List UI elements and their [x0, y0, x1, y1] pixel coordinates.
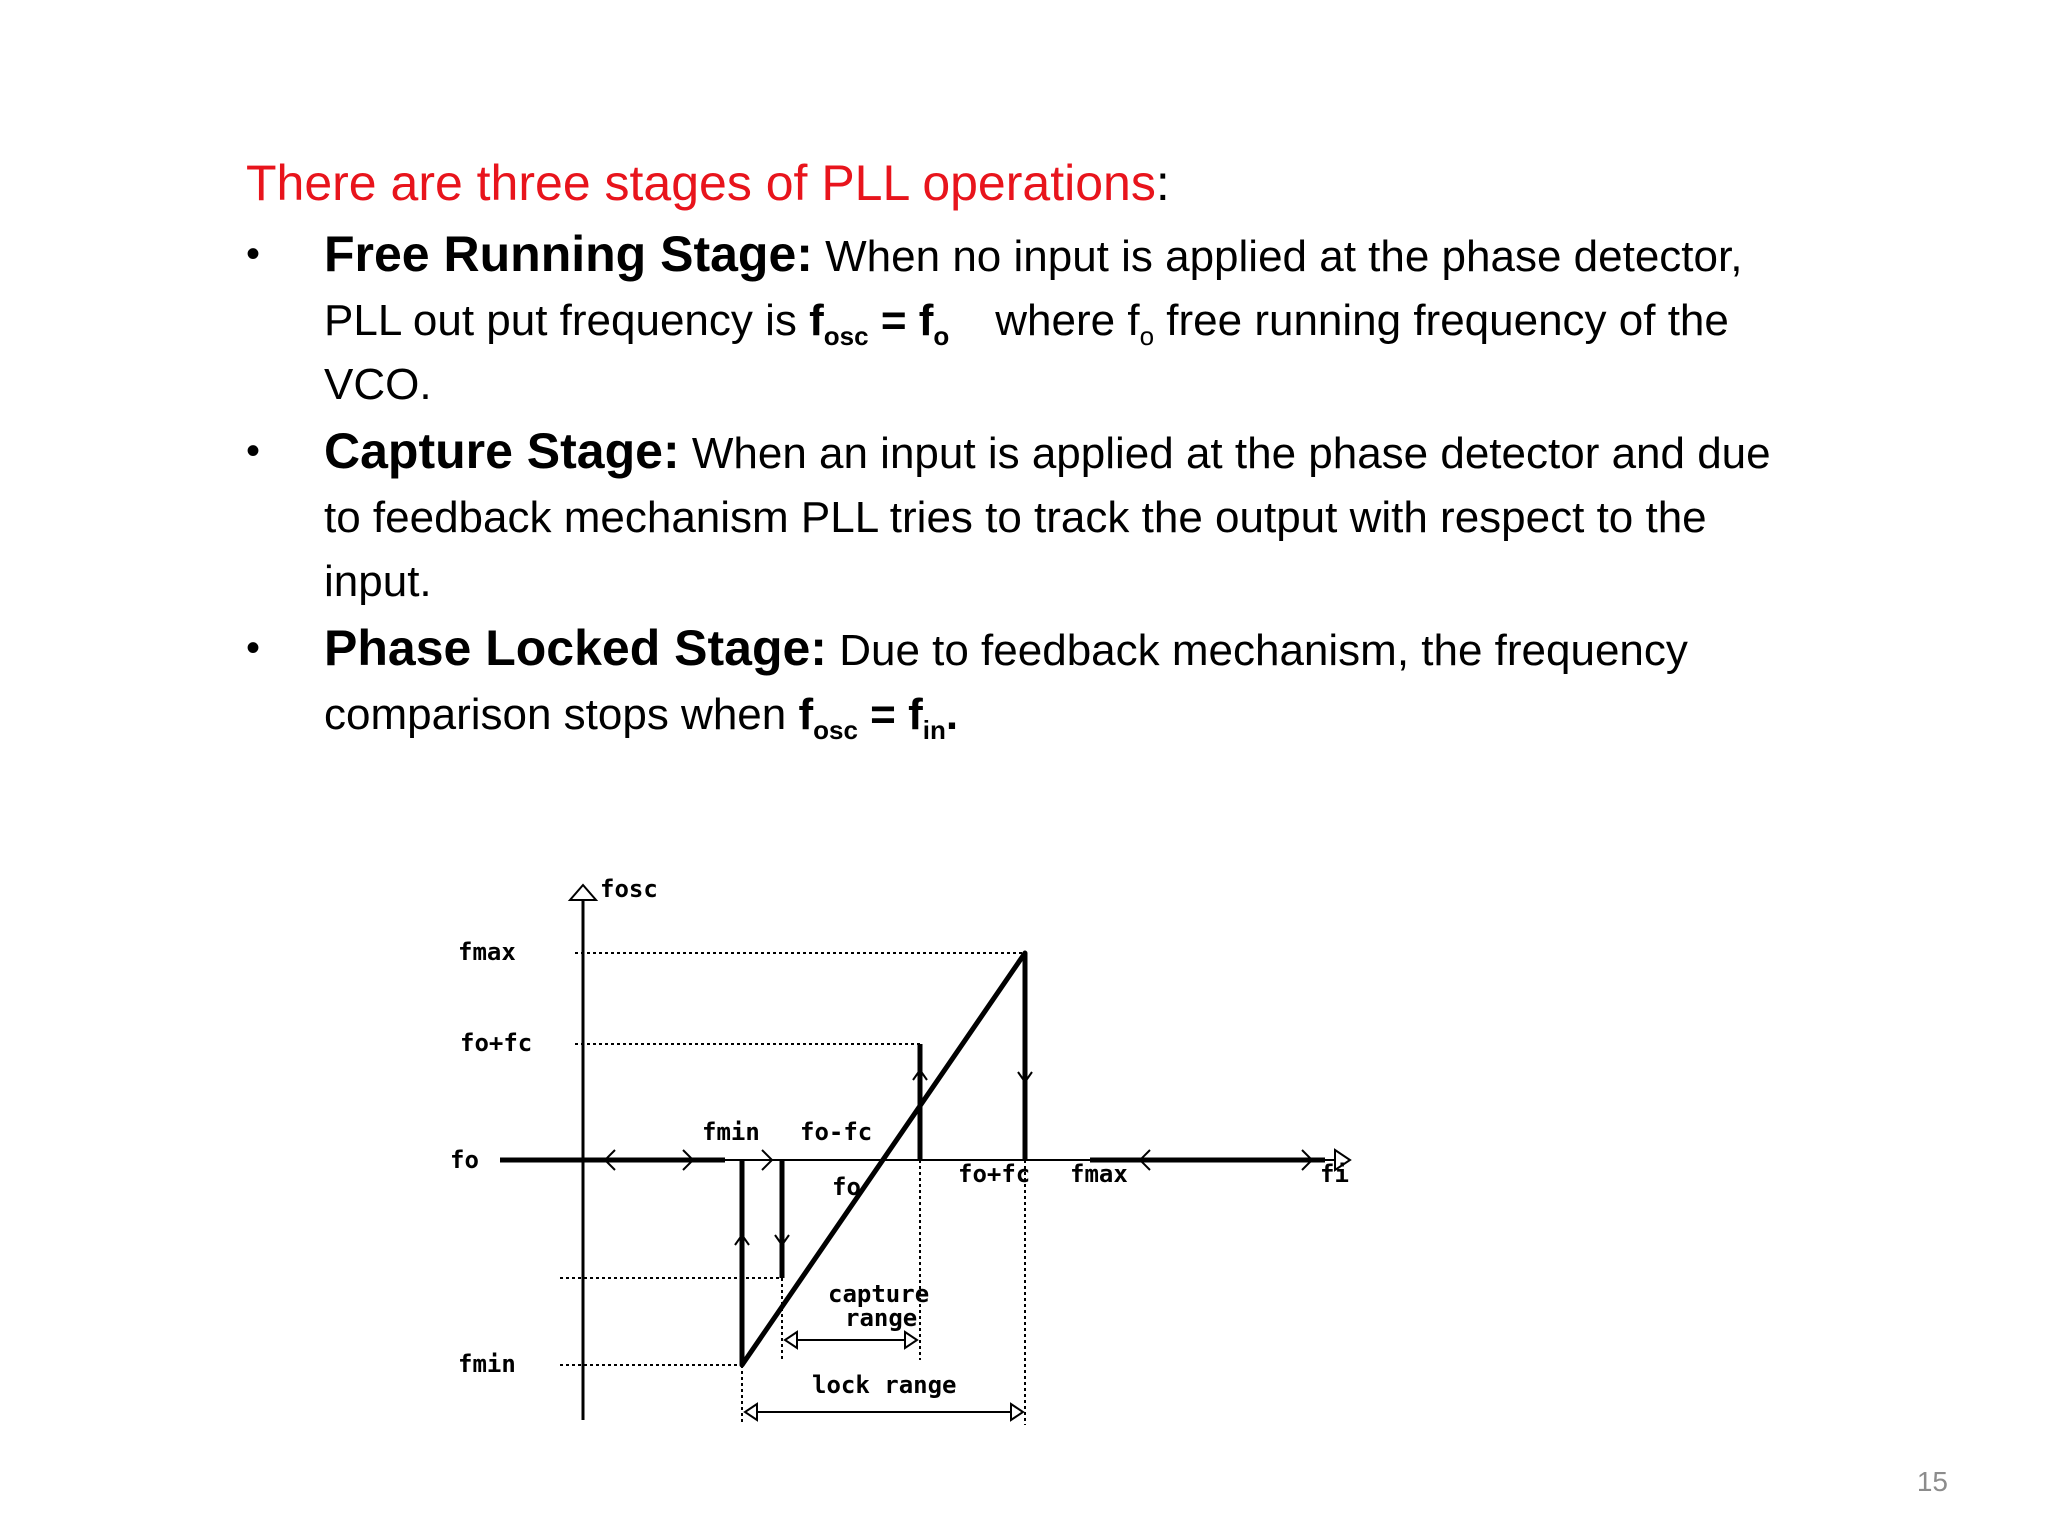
stage-title: Free Running Stage: — [324, 226, 813, 282]
y-label-fmin: fmin — [458, 1350, 516, 1378]
y-axis-arrow-icon — [570, 885, 596, 900]
dotted-guides — [560, 953, 1025, 1425]
stage-text: When no input is applied at the phase detector, PLL out put frequency is — [324, 232, 1743, 345]
equation-period: . — [945, 690, 959, 739]
capture-range-label-2: range — [845, 1304, 918, 1332]
stage-free-running — [246, 222, 1806, 417]
equation-sub-osc: osc — [823, 321, 869, 351]
stage-phase-locked — [246, 616, 1806, 747]
stages-list — [246, 222, 1806, 747]
intro-red-text: There are three stages of PLL operations — [246, 155, 1156, 211]
equation-f: f — [809, 296, 824, 345]
y-label-fmax: fmax — [458, 938, 516, 966]
equation-sub-o: o — [933, 321, 950, 351]
y-label-fo-plus-fc: fo+fc — [460, 1029, 533, 1057]
lock-arrow-left-icon — [745, 1404, 757, 1420]
top-label-fmin: fmin — [702, 1118, 760, 1146]
bottom-label-fo-plus-fc: fo+fc — [958, 1160, 1031, 1188]
capture-arrow-left-icon — [785, 1332, 797, 1348]
equation-sub-osc: osc — [813, 715, 858, 745]
bullet-icon: • — [246, 626, 261, 670]
intro-colon: : — [1155, 155, 1170, 211]
bottom-label-fo: fo — [832, 1173, 861, 1201]
equation-mid: = f — [857, 690, 923, 739]
stage-text-where: where f — [995, 296, 1140, 345]
bullet-icon: • — [246, 429, 261, 473]
where-sub-o: o — [1139, 321, 1155, 351]
intro-heading — [246, 150, 1806, 216]
capture-arrow-right-icon — [905, 1332, 917, 1348]
capture-range-label-1: capture — [828, 1280, 930, 1308]
lock-range-label: lock range — [812, 1371, 957, 1399]
lock-arrow-right-icon — [1011, 1404, 1023, 1420]
equation-mid: = f — [868, 296, 934, 345]
y-axis-label: fosc — [600, 875, 658, 903]
equation-sub-in: in — [922, 715, 946, 745]
stage-title: Capture Stage: — [324, 423, 680, 479]
equation-f: f — [798, 690, 814, 739]
bullet-icon: • — [246, 232, 261, 276]
slide-content — [246, 150, 1806, 749]
stage-text: When an input is applied at the phase detector and due to feedback mechanism PLL tries to track the output with respect to the input. — [324, 429, 1771, 606]
bottom-label-fmax: fmax — [1070, 1160, 1128, 1188]
x-axis-label: fi — [1320, 1160, 1349, 1188]
pll-transfer-diagram — [440, 860, 1390, 1460]
stage-title: Phase Locked Stage: — [324, 620, 827, 676]
stage-capture — [246, 419, 1806, 614]
stage-text-end: free running frequency of the VCO. — [324, 296, 1729, 409]
y-label-fo: fo — [450, 1146, 479, 1174]
page-number: 15 — [1916, 1466, 1948, 1497]
stage-text: Due to feedback mechanism, the frequency comparison stops when — [324, 626, 1688, 739]
top-label-fo-minus-fc: fo-fc — [800, 1118, 873, 1146]
